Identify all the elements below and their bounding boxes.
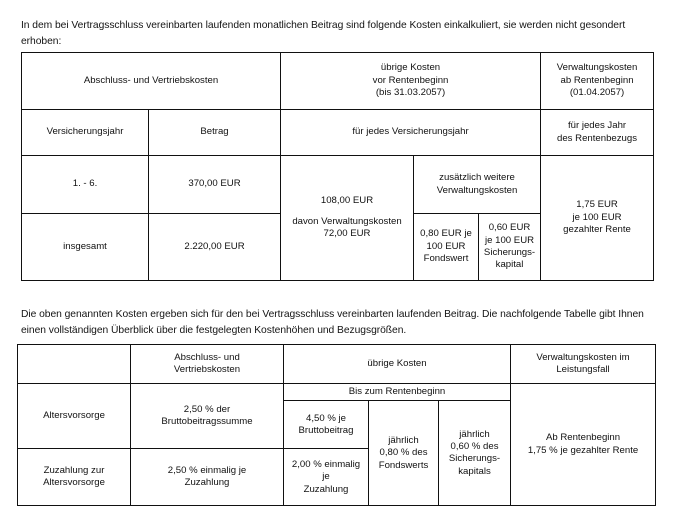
table-row-header-2 [22, 110, 654, 156]
cell-other-costs-amount [281, 156, 414, 281]
table2-fund-line1: jährlich [388, 434, 419, 446]
cell-security-capital-line2: je 100 EUR [484, 234, 535, 246]
table2-cell-benefit-admin [511, 384, 656, 506]
table-row-years [22, 156, 654, 214]
cost-detail-table [17, 344, 656, 506]
cell-pension-admin-line1: 1,75 EUR [576, 199, 618, 211]
cell-other-costs-amount-value: 108,00 EUR [320, 195, 374, 207]
cell-year-range: 1. - 6. [22, 156, 149, 214]
table-row-header-1 [22, 53, 654, 110]
table2-cell-row1-acquisition [131, 384, 284, 449]
table2-security-line4: kapitals [458, 465, 491, 477]
table2-header-benefit-admin-line2: Leistungsfall [556, 364, 610, 375]
header-admin-costs-line3: (01.04.2057) [569, 87, 625, 99]
cell-fund-value-cost [414, 214, 479, 281]
table2-header-benefit-admin-line1: Verwaltungskosten im [536, 351, 630, 363]
subheader-per-pension-year-line2: des Rentenbezugs [557, 132, 638, 144]
table2-cell-security-capital [439, 401, 511, 506]
table2-row1-other-a-line2: Bruttobeitrag [298, 424, 354, 436]
cell-fund-value-line1: 0,80 EUR je [420, 228, 472, 240]
subheader-per-pension-year [541, 110, 654, 156]
table2-header-acquisition-costs [131, 345, 284, 384]
cell-additional-admin-line1: zusätzlich weitere [439, 172, 515, 184]
table2-cell-fund-value [369, 401, 439, 506]
cell-security-capital-line3: Sicherungs- [483, 247, 536, 258]
subheader-per-insurance-year: für jedes Versicherungsjahr [281, 110, 541, 156]
header-admin-costs-line2: ab Rentenbeginn [560, 74, 634, 86]
table2-row1-acquisition-line1: 2,50 % der [183, 403, 231, 415]
cell-additional-admin-line2: Verwaltungskosten [436, 184, 518, 196]
table2-row-header [18, 345, 656, 384]
table2-row2-other-a-line3: Zuzahlung [303, 483, 349, 495]
table2-cell-row2-acquisition [131, 449, 284, 506]
table2-security-line1: jährlich [459, 428, 490, 440]
table2-row2-acquisition-line1: 2,50 % einmalig je [167, 465, 247, 476]
cell-fund-value-line3: Fondswert [423, 253, 469, 265]
table2-fund-line2: 0,80 % des [379, 447, 428, 459]
table2-row1-acquisition-line2: Bruttobeitragssumme [161, 416, 253, 428]
header-other-costs [281, 53, 541, 110]
table2-row-subheader [18, 384, 656, 401]
subheader-amount: Betrag [149, 110, 281, 156]
middle-paragraph: Die oben genannten Kosten ergeben sich für den bei Vertragsschluss vereinbarten laufenden Beitrag. Die nachfolgende Tabelle gibt Ihnen einen vollständigen Überblick über die festgelegten Kostenhöhen und Bezugsgrößen. [21, 309, 644, 336]
table2-header-benefit-admin-costs [511, 345, 656, 384]
cell-fund-value-line2: 100 EUR [426, 240, 466, 252]
cell-pension-admin-line3: gezahlter Rente [563, 224, 631, 236]
table2-subheader-until-pension-start: Bis zum Rentenbeginn [284, 384, 511, 401]
table2-security-line3: Sicherungs- [448, 453, 501, 465]
table2-row2-label-line2: Altersvorsorge [43, 477, 105, 489]
table2-header-acquisition-line1: Abschluss- und [174, 351, 240, 363]
cell-pension-admin-line2: je 100 EUR [572, 211, 622, 223]
table2-row2-label-line1: Zuzahlung zur [43, 465, 105, 476]
table2-row1-other-a-line1: 4,50 % je [305, 412, 346, 424]
table2-fund-line3: Fondswerts [378, 459, 429, 471]
header-acquisition-distribution-costs: Abschluss- und Vertriebskosten [22, 53, 281, 110]
cell-security-capital-cost [479, 214, 541, 281]
cell-year-range-amount: 370,00 EUR [149, 156, 281, 214]
cell-total-amount: 2.220,00 EUR [149, 214, 281, 281]
table2-cell-row1-label [18, 384, 131, 449]
table2-benefit-line2: 1,75 % je gezahlter Rente [527, 444, 639, 456]
table2-header-empty-corner [18, 345, 131, 384]
cell-pension-admin-costs [541, 156, 654, 281]
table2-benefit-line1: Ab Rentenbeginn [545, 432, 621, 444]
table2-row1-label-line1: Altersvorsorge [43, 410, 105, 421]
table2-row2-other-a-line2: je [322, 471, 330, 483]
table2-cell-row2-label [18, 449, 131, 506]
cost-overview-table [21, 52, 654, 281]
intro-paragraph: In dem bei Vertragsschluss vereinbarten laufenden monatlichen Beitrag sind folgende Kosten einkalkuliert, sie werden nicht gesondert erhoben: [21, 20, 626, 47]
cell-total-label: insgesamt [22, 214, 149, 281]
table2-security-line2: 0,60 % des [450, 441, 499, 452]
header-other-costs-line2: vor Rentenbeginn [372, 74, 449, 86]
table2-row2-acquisition-line2: Zuzahlung [184, 477, 230, 489]
table2-row2-other-a-line1: 2,00 % einmalig [291, 458, 361, 470]
header-other-costs-line1: übrige Kosten [380, 62, 441, 74]
cell-security-capital-line1: 0,60 EUR [488, 222, 531, 234]
cell-additional-admin-costs [414, 156, 541, 214]
header-admin-costs-from-pension-start [541, 53, 654, 110]
cell-other-costs-detail-line2: 72,00 EUR [323, 228, 371, 240]
table2-cell-row1-other-a [284, 401, 369, 449]
cell-security-capital-line4: kapital [495, 259, 524, 271]
table2-header-other-costs: übrige Kosten [284, 345, 511, 384]
table2-cell-row2-other-a [284, 449, 369, 506]
cell-other-costs-detail-line1: davon Verwaltungskosten [292, 215, 402, 227]
subheader-per-pension-year-line1: für jedes Jahr [567, 120, 627, 132]
table2-header-acquisition-line2: Vertriebskosten [173, 364, 241, 375]
header-admin-costs-line1: Verwaltungskosten [556, 62, 638, 74]
cell-spacer [284, 208, 410, 216]
subheader-insurance-year: Versicherungsjahr [22, 110, 149, 156]
header-other-costs-line3: (bis 31.03.2057) [375, 87, 446, 99]
